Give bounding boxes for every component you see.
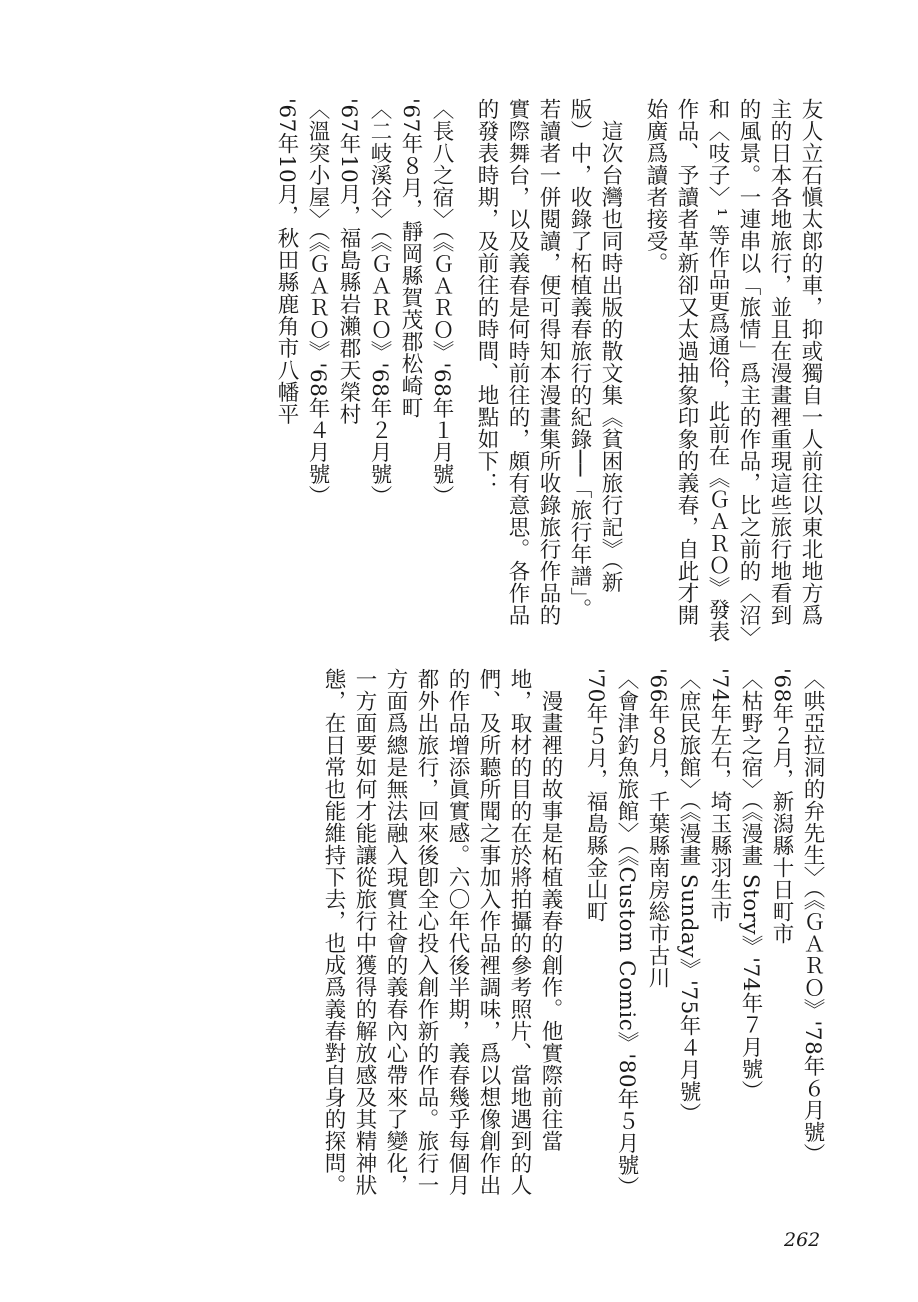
top-text-line: 〈溫突小屋〉（《ＧＡＲＯ》'68年４月號） [305, 98, 330, 508]
top-text-line: '67年８月，靜岡縣賀茂郡松崎町 [398, 98, 423, 419]
top-text-line: 作品、予讀者革新卻又太過抽象印象的義春，自此才開 [674, 98, 699, 626]
bottom-text-line: '74年左右，埼玉縣羽生市 [707, 668, 732, 923]
top-text-line: 〈長八之宿〉（《ＧＡＲＯ》'68年１月號） [429, 98, 454, 508]
top-text-line: 實際舞台，以及義春是何時前往的，頗有意思。各作品 [505, 98, 530, 626]
bottom-text-line: 態，在日常也能維持下去，也成爲義春對自身的探問。 [321, 668, 346, 1196]
top-text-line: 〈二岐溪谷〉（《ＧＡＲＯ》'68年２月號） [367, 98, 392, 508]
top-text-line: 的風景。一連串以「旅情」爲主的作品，比之前的〈沼〉 [736, 98, 761, 648]
bottom-text-line: '66年８月，千葉縣南房総市古川 [645, 668, 670, 989]
bottom-text-line: 們、及所聽所聞之事加入作品裡調味，爲以想像創作出 [476, 668, 501, 1196]
bottom-text-line: 〈會津釣魚旅館〉（《Custom Comic》'80年５月號） [614, 668, 639, 1199]
top-text-line: 版）中，收錄了柘植義春旅行的紀錄──「旅行年譜」。 [567, 98, 592, 621]
top-text-line: 若讀者一併閱讀，便可得知本漫畫集所收錄旅行作品的 [536, 98, 561, 626]
bottom-text-block [318, 668, 828, 1199]
top-text-line: 的發表時期，及前往的時間、地點如下： [474, 98, 499, 494]
top-text-line: '67年10月，福島縣岩瀨郡天榮村 [336, 98, 361, 426]
bottom-text-line: 〈哄亞拉洞的弁先生〉（《ＧＡＲＯ》'78年６月號） [800, 668, 825, 1166]
top-text-line: 主的日本各地旅行，並且在漫畫裡重現這些旅行地看到 [767, 98, 792, 626]
top-text-gap [626, 98, 640, 618]
bottom-text-line: 一方面要如何才能讓從旅行中獲得的解放感及其精神狀 [352, 668, 377, 1196]
top-text-line: 友人立石愼太郎的車，抑或獨自一人前往以東北地方爲 [798, 98, 823, 626]
bottom-text-line: 都外出旅行，回來後卽全心投入創作新的作品。旅行一 [414, 668, 439, 1196]
page-number: 262 [784, 1229, 821, 1251]
top-text-block [271, 98, 826, 648]
bottom-text-line: 〈庶民旅館〉（《漫畫 Sunday》'75年４月號） [676, 668, 701, 1125]
bottom-text-line: 的作品增添眞實感。六〇年代後半期，義春幾乎每個月 [445, 668, 470, 1196]
top-text-line: 始廣爲讀者接受。 [643, 98, 668, 274]
bottom-text-line: 〈枯野之宿〉（《漫畫 Story》'74年７月號） [738, 668, 763, 1102]
bottom-text-line: 地，取材的目的在於將拍攝的參考照片、當地遇到的人 [507, 668, 532, 1196]
bottom-text-gap [566, 668, 580, 1188]
bottom-text-line: 方面爲總是無法融入現實社會的義春內心帶來了變化， [383, 668, 408, 1196]
bottom-text-line: '70年５月，福島縣金山町 [583, 668, 608, 923]
top-text-line: 和〈吱子〉¹ 等作品更爲通俗，此前在《ＧＡＲＯ》發表 [705, 98, 730, 643]
bottom-text-line: 漫畫裡的故事是柘植義春的創作。他實際前往當 [538, 668, 563, 1152]
bottom-text-line: '68年２月，新潟縣十日町市 [769, 668, 794, 945]
top-text-gap [457, 98, 471, 618]
top-text-line: '67年10月，秋田縣鹿角市八幡平 [274, 98, 299, 426]
top-text-line: 這次台灣也同時出版的散文集《貧困旅行記》（新 [598, 98, 623, 594]
